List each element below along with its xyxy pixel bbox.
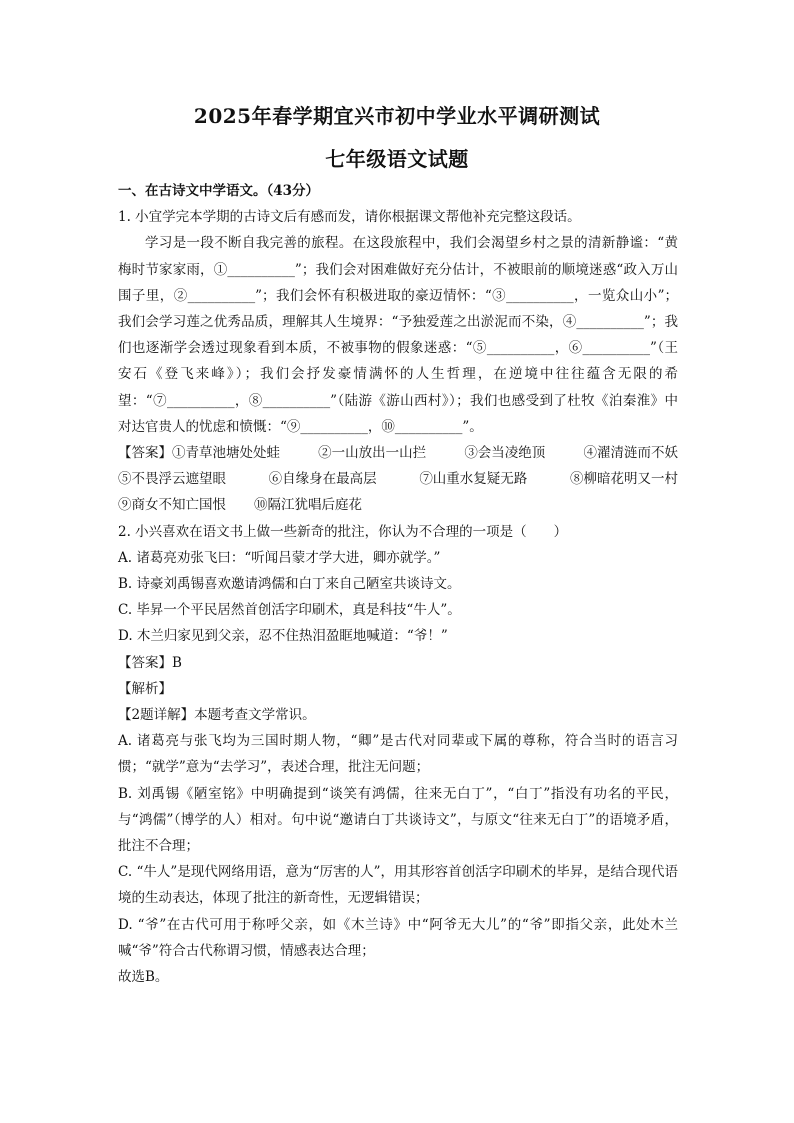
- answer-item: ⑧柳暗花明又一村: [569, 471, 678, 488]
- q1-answer-row: [118, 466, 678, 492]
- answer-item: ⑦山重水复疑无路: [419, 471, 528, 488]
- answer-item: 【答案】①青草池塘处处蛙: [118, 445, 280, 462]
- answer-item: ②一山放出一山拦: [318, 445, 427, 462]
- answer-item: ⑩隔江犹唱后庭花: [254, 497, 362, 514]
- q2-stem: 2. 小兴喜欢在语文书上做一些新奇的批注，你认为不合理的一项是（ ）: [118, 523, 568, 540]
- q2-option-c: C. 毕昇一个平民居然首创活字印刷术，真是科技“牛人”。: [118, 602, 461, 619]
- q2-detail-d: D. “爷”在古代可用于称呼父亲，如《木兰诗》中“阿爷无大儿”的“爷”即指父亲，此处木兰喊“爷”符合古代称谓习惯，情感表达合理；: [118, 916, 678, 959]
- q2-answer: 【答案】B: [118, 654, 182, 671]
- section-heading: 一、在古诗文中学语文。（43分）: [118, 183, 320, 199]
- answer-item: ⑤不畏浮云遮望眼: [118, 471, 226, 488]
- q2-detail-a: A. 诸葛亮与张飞均为三国时期人物，“卿”是古代对同辈或下属的尊称，符合当时的语言习惯；“就学”意为“去学习”，表述合理，批注无问题；: [118, 733, 678, 776]
- q2-detail-intro: 【2题详解】本题考查文学常识。: [118, 707, 316, 724]
- q2-option-a: A. 诸葛亮劝张飞曰：“听闻吕蒙才学大进，卿亦就学。”: [118, 549, 441, 566]
- q2-option-d: D. 木兰归家见到父亲，忍不住热泪盈眶地喊道：“爷！”: [118, 628, 448, 645]
- exam-content: [118, 178, 678, 990]
- q1-stem: 1. 小宜学完本学期的古诗文后有感而发，请你根据课文帮他补充完整这段话。: [118, 209, 581, 226]
- q2-conclusion: 故选B。: [118, 969, 169, 986]
- q2-option-b: B. 诗豪刘禹锡喜欢邀请鸿儒和白丁来自己陋室共谈诗文。: [118, 576, 461, 593]
- q2-detail-c: C. “牛人”是现代网络用语，意为“厉害的人”，用其形容首创活字印刷术的毕昇，是结合现代语境的生动表达，体现了批注的新奇性，无逻辑错误；: [118, 864, 678, 907]
- answer-item: ⑨商女不知亡国恨: [118, 497, 226, 514]
- q2-analysis-label: 【解析】: [118, 680, 172, 697]
- q1-answer-row: [118, 492, 678, 518]
- exam-title: 2025年春学期宜兴市初中学业水平调研测试: [193, 104, 601, 128]
- answer-item: ③会当凌绝顶: [464, 445, 546, 462]
- answer-item: ⑥自缘身在最高层: [268, 471, 377, 488]
- q1-answer-row: [118, 440, 678, 466]
- q1-passage: 学习是一段不断自我完善的旅程。在这段旅程中，我们会渴望乡村之景的清新静谧：“黄梅时节家家雨，①__________”；我们会对困难做好充分估计，不被眼前的顺境迷惑“政入万山围子里，②__________”；我们会怀有积极进取的豪迈情怀：“③__________，一览众山小”；我们会学习莲之优秀品质，理解其人生境界：“予独爱莲之出淤泥而不染，④__________”；我们也逐渐学会透过现象看到本质，不被事物的假象迷惑：“⑤__________，⑥__________”（王安石《登飞来峰》）；我们会抒发豪情满怀的人生哲理，在逆境中往往蕴含无限的希望：“⑦__________，⑧__________”（陆游《游山西村》）；我们也感受到了杜牧《泊秦淮》中对达官贵人的忧虑和愤慨：“⑨__________，⑩__________”。: [118, 235, 678, 435]
- q2-detail-b: B. 刘禹锡《陋室铭》中明确提到“谈笑有鸿儒，往来无白丁”，“白丁”指没有功名的平民，与“鸿儒”（博学的人）相对。句中说“邀请白丁共谈诗文”，与原文“往来无白丁”的语境矛盾，批注不合理；: [118, 785, 678, 855]
- exam-subtitle: 七年级语文试题: [325, 147, 469, 171]
- answer-item: ④濯清涟而不妖: [583, 445, 678, 462]
